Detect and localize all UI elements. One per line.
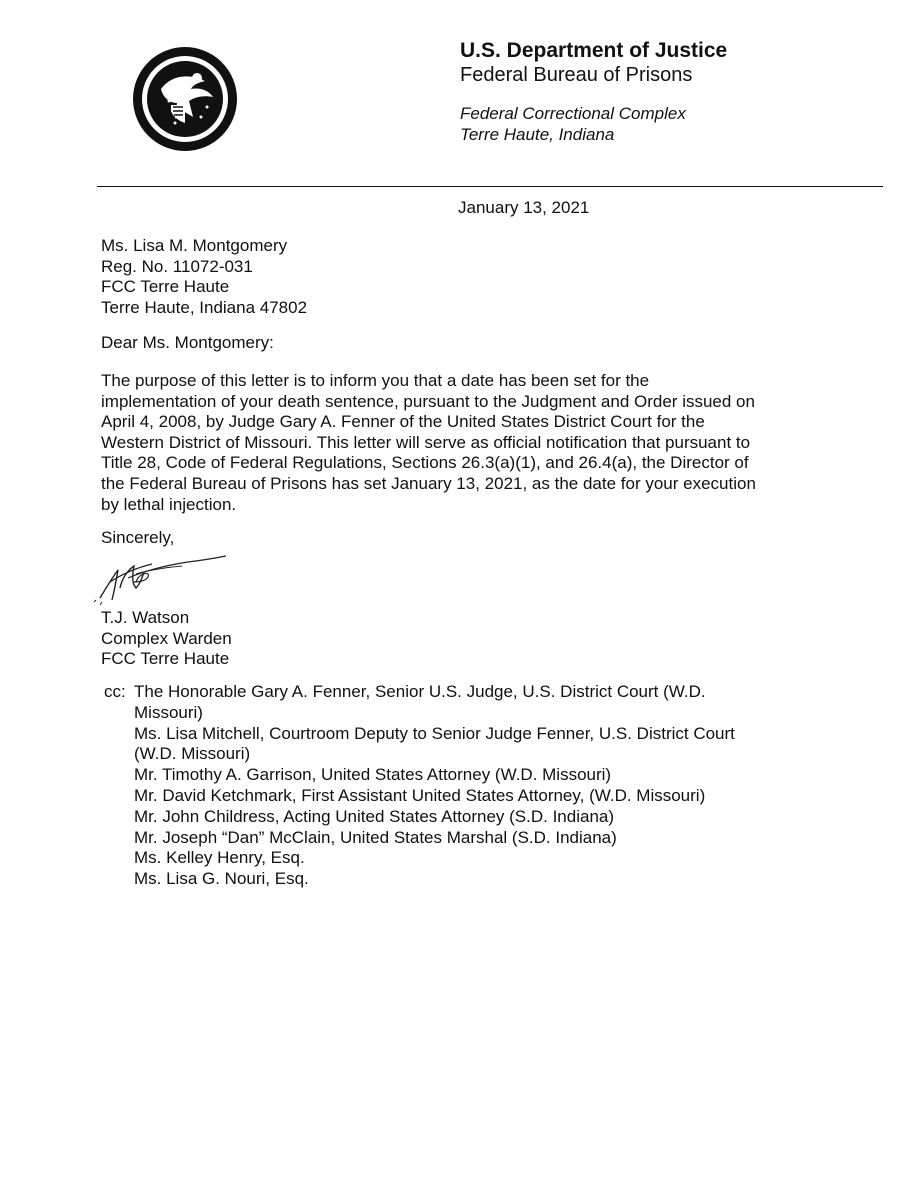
cc-entry-line: Mr. Timothy A. Garrison, United States Attorney (W.D. Missouri) <box>134 765 612 785</box>
recipient-reg-no: Reg. No. 11072-031 <box>101 256 253 276</box>
body-line: Western District of Missouri. This letter will serve as official notification that pursuant to <box>101 432 751 452</box>
body-line: by lethal injection. <box>101 494 237 514</box>
recipient-city: Terre Haute, Indiana 47802 <box>101 297 308 317</box>
cc-first-entry <box>104 682 804 724</box>
body-line: implementation of your death sentence, pursuant to the Judgment and Order issued on <box>101 391 755 411</box>
letter-date: January 13, 2021 <box>458 198 590 217</box>
cc-entry-line: Mr. David Ketchmark, First Assistant United States Attorney, (W.D. Missouri) <box>134 785 706 805</box>
cc-entry-line: Ms. Lisa G. Nouri, Esq. <box>134 869 309 889</box>
doj-seal-icon <box>131 45 239 153</box>
signer-facility: FCC Terre Haute <box>101 649 230 669</box>
body-line: Title 28, Code of Federal Regulations, Sections 26.3(a)(1), and 26.4(a), the Director of <box>101 453 749 473</box>
salutation: Dear Ms. Montgomery: <box>101 333 274 352</box>
recipient-address <box>101 236 801 318</box>
facility-block <box>460 103 880 145</box>
header-divider <box>97 186 883 187</box>
body-line: The purpose of this letter is to inform you that a date has been set for the <box>101 371 650 390</box>
recipient-name: Ms. Lisa M. Montgomery <box>101 236 288 255</box>
cc-label: cc: <box>104 682 126 701</box>
letter-body <box>101 371 793 515</box>
bureau-name: Federal Bureau of Prisons <box>460 64 693 86</box>
cc-entry <box>134 682 804 724</box>
cc-entry-line: Mr. John Childress, Acting United States Attorney (S.D. Indiana) <box>134 806 615 826</box>
body-line: April 4, 2008, by Judge Gary A. Fenner of the United States District Court for the <box>101 412 705 432</box>
cc-entry-line: Missouri) <box>134 702 203 722</box>
body-line: the Federal Bureau of Prisons has set January 13, 2021, as the date for your execution <box>101 473 756 493</box>
cc-list <box>104 682 804 890</box>
signer-block <box>101 608 801 670</box>
cc-entry-line: The Honorable Gary A. Fenner, Senior U.S. Judge, U.S. District Court (W.D. <box>134 682 706 701</box>
signature-image <box>92 548 232 606</box>
cc-entry-line: Ms. Kelley Henry, Esq. <box>134 848 305 868</box>
signer-name: T.J. Watson <box>101 608 190 627</box>
recipient-facility: FCC Terre Haute <box>101 277 230 297</box>
cc-entry-line: Mr. Joseph “Dan” McClain, United States Marshal (S.D. Indiana) <box>134 827 617 847</box>
cc-entry-line: (W.D. Missouri) <box>134 744 251 764</box>
cc-entries <box>134 724 804 890</box>
letterhead <box>460 38 880 145</box>
signer-title: Complex Warden <box>101 628 232 648</box>
department-name: U.S. Department of Justice <box>460 39 728 62</box>
facility-name: Federal Correctional Complex <box>460 104 686 123</box>
closing: Sincerely, <box>101 528 175 547</box>
cc-entry-line: Ms. Lisa Mitchell, Courtroom Deputy to Senior Judge Fenner, U.S. District Court <box>134 723 735 743</box>
facility-location: Terre Haute, Indiana <box>460 125 615 144</box>
